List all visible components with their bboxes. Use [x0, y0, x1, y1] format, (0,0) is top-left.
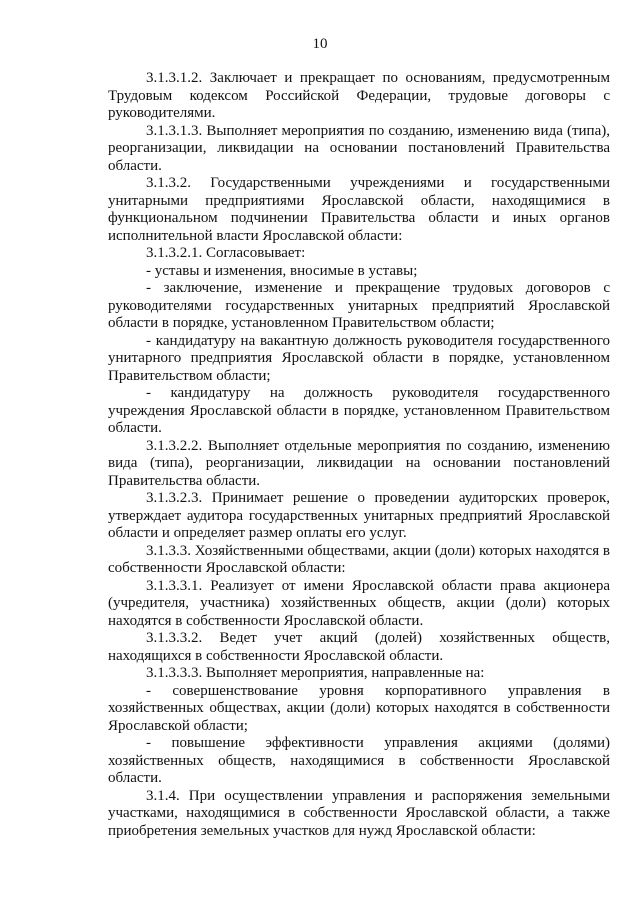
- page-number: 10: [312, 36, 328, 52]
- paragraph-3-1-3-2-3: 3.1.3.2.3. Принимает решение о проведении аудиторских проверок, утверждает аудитора государственных унитарных предприятий Ярославской области и определяет размер оплаты его услуг.: [108, 490, 610, 541]
- list-item-share-management: - повышение эффективности управления акциями (долями) хозяйственных обществ, находящимися в собственности Ярославской области.: [108, 735, 610, 786]
- paragraph-3-1-4: 3.1.4. При осуществлении управления и распоряжения земельными участками, находящимися в собственности Ярославской области, а также приобретения земельных участков для нужд Ярославской области:: [108, 787, 610, 839]
- paragraph-3-1-3-3: 3.1.3.3. Хозяйственными обществами, акции (доли) которых находятся в собственности Ярославской области:: [108, 542, 610, 576]
- list-item-charters: - уставы и изменения, вносимые в уставы;: [146, 262, 418, 279]
- paragraph-3-1-3-3-3: 3.1.3.3.3. Выполняет мероприятия, направленные на:: [146, 665, 485, 681]
- list-item-institution-head: - кандидатуру на должность руководителя государственного учреждения Ярославской области в порядке, установленном Правительством области.: [108, 385, 610, 436]
- paragraph-3-1-3-1-3: 3.1.3.1.3. Выполняет мероприятия по созданию, изменению вида (типа), реорганизации, ликвидации на основании постановлений Правительства области.: [108, 122, 610, 174]
- document-body: [108, 70, 610, 840]
- paragraph-3-1-3-3-1: 3.1.3.3.1. Реализует от имени Ярославской области права акционера (учредителя, участника) хозяйственных обществ, акции (доли) которых находятся в собственности Ярославской области.: [108, 577, 610, 629]
- paragraph-3-1-3-2-2: 3.1.3.2.2. Выполняет отдельные мероприятия по созданию, изменению вида (типа), реорганизации, ликвидации на основании постановлений Правительства области.: [108, 437, 610, 489]
- list-item-vacant-position: - кандидатуру на вакантную должность руководителя государственного унитарного предприятия Ярославской области в порядке, установленном Правительством области;: [108, 332, 610, 384]
- paragraph-3-1-3-1-2: 3.1.3.1.2. Заключает и прекращает по основаниям, предусмотренным Трудовым кодексом Российской Федерации, трудовые договоры с руководителями.: [108, 70, 610, 121]
- paragraph-3-1-3-2: 3.1.3.2. Государственными учреждениями и государственными унитарными предприятиями Ярославской области, находящимися в функциональном подчинении Правительства области и иных органов исполнительной власти Ярославской области:: [108, 175, 610, 244]
- paragraph-3-1-3-3-2: 3.1.3.3.2. Ведет учет акций (долей) хозяйственных обществ, находящихся в собственности Ярославской области.: [108, 630, 610, 664]
- paragraph-3-1-3-2-1: 3.1.3.2.1. Согласовывает:: [146, 245, 306, 261]
- list-item-labor-contracts: - заключение, изменение и прекращение трудовых договоров с руководителями государственных унитарных предприятий Ярославской области в порядке, установленном Правительством области;: [108, 280, 610, 331]
- list-item-corporate-governance: - совершенствование уровня корпоративного управления в хозяйственных обществах, акции (доли) которых находятся в собственности Ярославской области;: [108, 682, 610, 734]
